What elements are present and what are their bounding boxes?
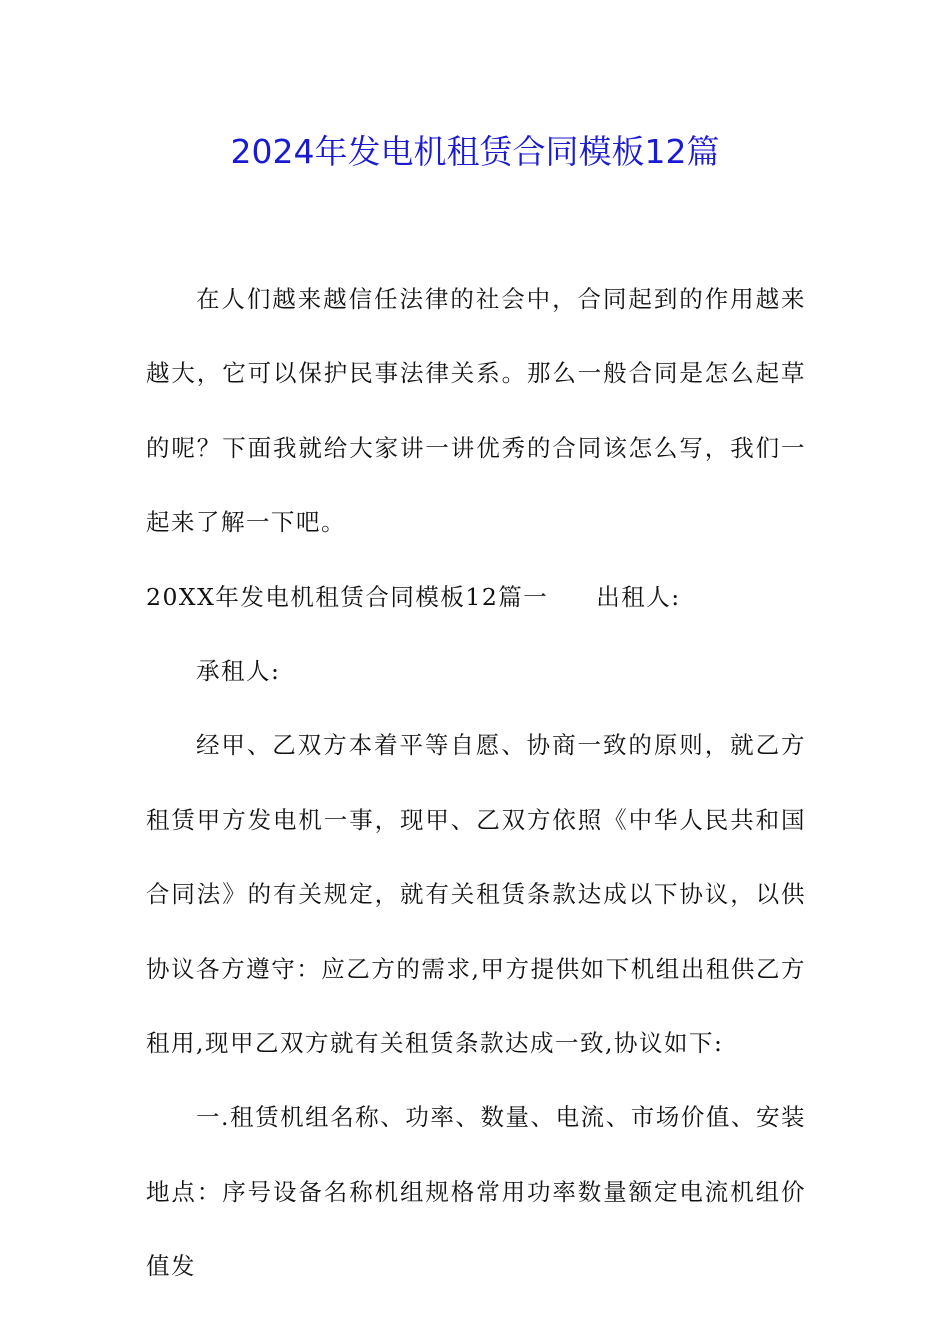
agreement-paragraph: 经甲、乙双方本着平等自愿、协商一致的原则，就乙方租赁甲方发电机一事，现甲、乙双方依照《中华人民共和国合同法》的有关规定，就有关租赁条款达成以下协议，以供协议各方遵守：应乙方的需求,甲方提供如下机组出租供乙方租用,现甲乙双方就有关租赁条款达成一致,协议如下: xyxy=(146,731,806,1058)
clause-one-paragraph: 一.租赁机组名称、功率、数量、电流、市场价值、安装地点：序号设备名称机组规格常用功率数量额定电流机组价值发 xyxy=(146,1103,806,1281)
section-title: 20XX年发电机租赁合同模板12篇一 xyxy=(146,582,549,611)
lessee-label: 承租人: xyxy=(196,657,281,686)
section-heading-line xyxy=(146,560,806,634)
intro-paragraph: 在人们越来越信任法律的社会中，合同起到的作用越来越大，它可以保护民事法律关系。那么一般合同是怎么起草的呢？下面我就给大家讲一讲优秀的合同该怎么写，我们一起来了解一下吧。 xyxy=(146,285,806,537)
lessor-label: 出租人: xyxy=(596,582,681,611)
document-title: 2024年发电机租赁合同模板12篇 xyxy=(230,132,720,171)
document-body xyxy=(146,262,806,1304)
